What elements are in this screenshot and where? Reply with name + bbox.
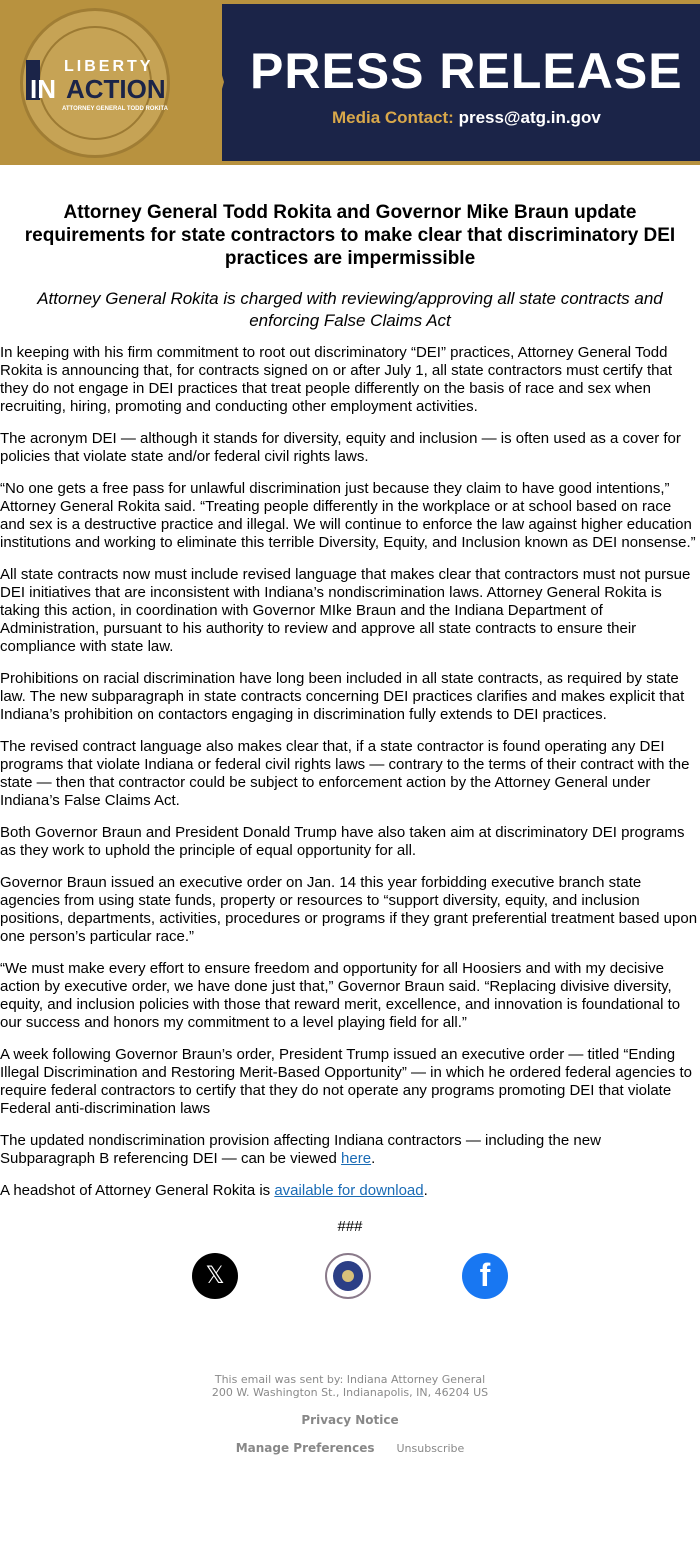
paragraph: Prohibitions on racial discrimination have long been included in all state contracts, as required by state law. The new subparagraph in state contracts concerning DEI practices clarifies and makes explicit that Indiana’s prohibition on contactors engaging in discrimination fully extends to DEI practices. [0,670,685,723]
media-contact-email[interactable]: press@atg.in.gov [458,108,601,127]
email-footer [0,1373,700,1455]
unsubscribe-link[interactable]: Unsubscribe [396,1442,465,1455]
media-contact-label: Media Contact: [332,108,459,127]
paragraph-updated-provision [0,1132,700,1168]
sent-by: This email was sent by: Indiana Attorney General [214,1373,486,1386]
facebook-icon[interactable] [462,1253,508,1299]
liberty-in-action-logo [26,58,176,118]
paragraph: Governor Braun issued an executive order on Jan. 14 this year forbidding executive branch state agencies from using state funds, property or resources to “support diversity, equity, and inclusion positions, departments, activities, procedures or programs if they grant preferential treatment based upon one person’s particular race.” [0,874,698,945]
paragraph: In keeping with his firm commitment to root out discriminatory “DEI” practices, Attorney General Todd Rokita is announcing that, for contracts signed on or after July 1, all state contractors must certify that they do not engage in DEI practices that treat people differently on the basis of race and sex when recruiting, hiring, promoting and conducting other employment activities. [0,344,672,415]
indiana-ag-seal-icon[interactable] [325,1253,371,1299]
end-marker: ### [337,1218,363,1235]
here-link[interactable]: here [341,1150,372,1167]
press-release-banner [0,0,700,165]
paragraph: Both Governor Braun and President Donald Trump have also taken aim at discriminatory DEI programs as they work to uphold the principle of equal opportunity for all. [0,824,685,859]
sender-address: 200 W. Washington St., Indianapolis, IN, 46204 US [211,1386,489,1399]
logo-liberty: LIBERTY [64,58,154,75]
privacy-notice-link[interactable]: Privacy Notice [301,1413,399,1427]
article-body [0,344,700,1200]
paragraph: “No one gets a free pass for unlawful discrimination just because they claim to have good intentions,” Attorney General Rokita said. “Treating people differently in the workplace or at school based on race and sex is a destructive practice and illegal. We will continue to enforce the law against higher education institutions and working to eliminate this terrible Diversity, Equity, and Inclusion known as DEI nonsense.” [0,480,696,551]
footer-links [0,1441,700,1455]
headshot-text: A headshot of Attorney General Rokita is [0,1182,275,1199]
x-logo-glyph: 𝕏 [205,1261,225,1289]
seal-core [342,1270,354,1282]
logo-in: IN [30,74,56,104]
headshot-download-link[interactable]: available for download [274,1182,424,1199]
updated-provision-text: The updated nondiscrimination provision affecting Indiana contractors — including the new Subparagraph B referencing DEI — can be viewed [0,1132,601,1167]
paragraph: “We must make every effort to ensure freedom and opportunity for all Hoosiers and with my decisive action by executive order, we have done just that,” Governor Braun said. “Replacing divisive diversity, equity, and inclusion policies with those that reward merit, excellence, and innovation is foundational to our success and honors my commitment to a level playing field for all.” [0,960,681,1031]
updated-provision-end: . [371,1150,376,1167]
social-links [0,1253,700,1333]
logo-subtitle: ATTORNEY GENERAL TODD ROKITA [62,106,169,112]
logo-action: ACTION [66,74,166,104]
facebook-glyph: f [479,1257,491,1293]
banner-title: PRESS RELEASE [250,43,683,99]
x-logo-icon[interactable] [192,1253,238,1299]
manage-preferences-link[interactable]: Manage Preferences [235,1441,375,1455]
seal-inner [333,1261,363,1291]
paragraph: The revised contract language also makes clear that, if a state contractor is found operating any DEI programs that violate Indiana or federal civil rights laws — contrary to the terms of their contract with the state — then that contractor could be subject to enforcement action by the Attorney General under Indiana’s False Claims Act. [0,738,690,809]
paragraph-headshot [0,1182,700,1200]
headshot-end: . [423,1182,428,1199]
subheadline: Attorney General Rokita is charged with reviewing/approving all state contracts and enforcing False Claims Act [37,289,663,330]
paragraph: The acronym DEI — although it stands for diversity, equity and inclusion — is often used as a cover for policies that violate state and/or federal civil rights laws. [0,430,681,465]
media-contact [332,108,601,128]
headline: Attorney General Todd Rokita and Governor Mike Braun update requirements for state contractors to make clear that discriminatory DEI practices are impermissible [24,202,676,269]
banner-bottom-border [0,161,700,165]
banner-top-border [0,0,700,4]
banner-chevron [200,0,224,165]
paragraph: A week following Governor Braun’s order, President Trump issued an executive order — titled “Ending Illegal Discrimination and Restoring Merit-Based Opportunity” — in which he ordered federal agencies to require federal contractors to certify that they do not operate any programs promoting DEI that violate Federal anti-discrimination laws [0,1046,693,1117]
paragraph: All state contracts now must include revised language that makes clear that contractors must not pursue DEI initiatives that are inconsistent with Indiana’s nondiscrimination laws. Attorney General Rokita is taking this action, in coordination with Governor MIke Braun and the Indiana Department of Administration, pursuant to his authority to review and approve all state contracts to ensure their compliance with state law. [0,566,691,655]
